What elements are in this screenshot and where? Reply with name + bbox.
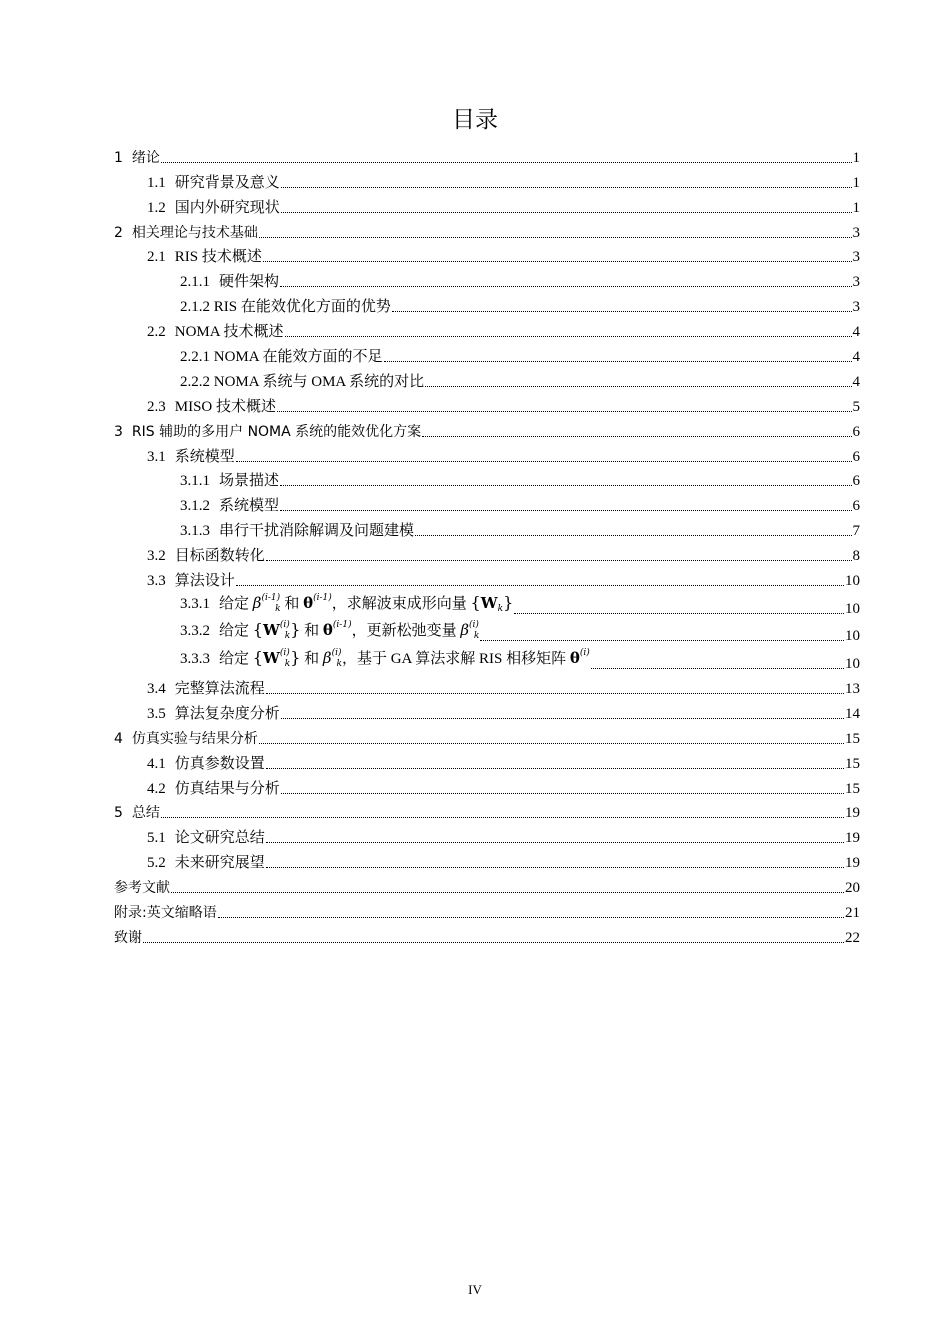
dot-leader (384, 361, 852, 362)
toc-page-number: 10 (845, 628, 860, 645)
math-w-set: $\{W_k\}$ (470, 592, 514, 614)
toc-entry-label: 参考文献 (114, 880, 170, 897)
toc-entry-label: 附录:英文缩略语 (114, 905, 217, 921)
toc-entry-label: 2.3 MISO 技术概述 (147, 398, 277, 415)
dot-leader (285, 336, 852, 337)
toc-page-number: 3 (852, 274, 860, 291)
toc-entry-label: 5.1 论文研究总结 (147, 830, 265, 847)
toc-page-number: 4 (852, 349, 860, 366)
toc-page-number: 1 (852, 149, 860, 166)
dot-leader (281, 718, 844, 719)
toc-page-number: 8 (852, 548, 860, 565)
dot-leader (161, 817, 844, 818)
toc-entry[interactable] (114, 618, 860, 646)
toc-entry[interactable] (114, 490, 860, 515)
toc-page-number: 6 (852, 473, 860, 490)
toc-entry[interactable] (114, 847, 860, 872)
toc-page-number: 6 (852, 448, 860, 465)
toc-page-number: 10 (845, 600, 860, 617)
toc-entry[interactable] (114, 441, 860, 466)
toc-entry[interactable] (114, 645, 860, 673)
math-theta-iter: $\theta^{(i)}$ (569, 648, 590, 668)
toc-entry-label: 3.1.2 系统模型 (180, 498, 280, 515)
toc-entry-label: 2.2 NOMA 技术概述 (147, 324, 284, 341)
toc-entry-label: 3.3.1 给定 $\beta^{(i-1)}_k$ 和 $\theta^{(i-1)}$，求解波束成形向量 $\{W_k\}$ (180, 592, 514, 614)
toc-page-number: 1 (852, 174, 860, 191)
dot-leader (425, 386, 851, 387)
toc-page-number: 6 (852, 423, 860, 440)
toc-entry[interactable] (114, 798, 860, 823)
dot-leader (280, 510, 851, 511)
toc-page-number: 6 (852, 498, 860, 515)
toc-entry[interactable] (114, 872, 860, 897)
toc-page-number: 15 (845, 755, 860, 772)
dot-leader (171, 892, 844, 893)
math-w-set-iter: $\{W^{(i)}_k\}$ (252, 620, 301, 642)
dot-leader (236, 461, 852, 462)
toc-entry-label: 4 仿真实验与结果分析 (114, 730, 258, 747)
toc-page-number: 10 (845, 573, 860, 590)
toc-page-number: 13 (845, 680, 860, 697)
toc-page-number: 15 (845, 780, 860, 797)
toc-entry-label: 3 RIS 辅助的多用户 NOMA 系统的能效优化方案 (114, 423, 422, 440)
toc-entry-label: 5.2 未来研究展望 (147, 855, 265, 872)
toc-page-number: 21 (845, 905, 860, 921)
dot-leader (422, 436, 851, 437)
dot-leader (280, 286, 851, 287)
toc-entry[interactable] (114, 416, 860, 441)
toc-entry-label: 1.2 国内外研究现状 (147, 199, 280, 216)
toc-page-number: 22 (845, 929, 860, 946)
toc-page-number: 3 (852, 224, 860, 241)
dot-leader (259, 743, 844, 744)
dot-leader (281, 187, 852, 188)
toc-entry-label: 3.5 算法复杂度分析 (147, 705, 280, 722)
toc-entry-label: 2.1.2 RIS 在能效优化方面的优势 (180, 299, 391, 316)
dot-leader (218, 917, 844, 918)
toc-entry[interactable] (114, 822, 860, 847)
toc-page-number: 20 (845, 880, 860, 897)
math-beta-iter: $\beta^{(i)}_k$ (460, 620, 480, 642)
toc-page-number: 1 (852, 199, 860, 216)
toc-page-number: 19 (845, 805, 860, 822)
dot-leader (514, 613, 844, 614)
toc-entry[interactable] (114, 142, 860, 167)
toc-entry-label: 2.1.1 硬件架构 (180, 274, 280, 291)
toc-entry-label: 1 绪论 (114, 149, 160, 166)
dot-leader (266, 768, 844, 769)
toc-entry[interactable] (114, 748, 860, 773)
toc-entry[interactable] (114, 723, 860, 748)
toc-entry[interactable] (114, 266, 860, 291)
toc-page-number: 3 (852, 249, 860, 266)
toc-entry[interactable] (114, 242, 860, 267)
toc-entry[interactable] (114, 291, 860, 316)
toc-page-number: 10 (845, 656, 860, 673)
toc-entry[interactable] (114, 316, 860, 341)
dot-leader (591, 668, 844, 669)
toc-entry[interactable] (114, 922, 860, 947)
toc-page-number: 19 (845, 855, 860, 872)
toc-entry[interactable] (114, 673, 860, 698)
toc-entry-label: 3.4 完整算法流程 (147, 680, 265, 697)
toc-page-number: 4 (852, 324, 860, 341)
dot-leader (266, 560, 852, 561)
math-beta-iter: $\beta^{(i)}_k$ (322, 648, 342, 670)
toc-page-number: 14 (845, 705, 860, 722)
toc-entry[interactable] (114, 466, 860, 491)
toc-entry-label: 2.2.1 NOMA 在能效方面的不足 (180, 349, 383, 366)
toc-entry[interactable] (114, 590, 860, 618)
dot-leader (143, 942, 844, 943)
toc-entry[interactable] (114, 366, 860, 391)
toc-entry-label: 3.3 算法设计 (147, 573, 235, 590)
toc-entry-label: 2.2.2 NOMA 系统与 OMA 系统的对比 (180, 373, 425, 390)
toc-entry-label: 2.1 RIS 技术概述 (147, 249, 262, 266)
dot-leader (259, 237, 852, 238)
toc-entry-label: 3.1 系统模型 (147, 448, 235, 465)
math-theta-prev: $\theta^{(i-1)}$ (322, 620, 352, 640)
toc-page-number: 15 (845, 730, 860, 747)
dot-leader (392, 311, 852, 312)
toc-entry-label: 5 总结 (114, 805, 160, 822)
toc-page-number: 7 (852, 523, 860, 540)
toc-entry[interactable] (114, 565, 860, 590)
toc-page-number: 3 (852, 299, 860, 316)
toc-title: 目录 (452, 107, 498, 133)
toc-entry[interactable] (114, 167, 860, 192)
toc-entry[interactable] (114, 897, 860, 922)
dot-leader (277, 411, 851, 412)
toc-entry-label: 4.1 仿真参数设置 (147, 755, 265, 772)
toc-entry-label: 3.1.1 场景描述 (180, 473, 280, 490)
dot-leader (280, 485, 851, 486)
dot-leader (161, 162, 852, 163)
dot-leader (281, 212, 852, 213)
dot-leader (236, 585, 844, 586)
toc-page-number: 19 (845, 830, 860, 847)
math-w-set-iter: $\{W^{(i)}_k\}$ (252, 648, 301, 670)
dot-leader (263, 261, 852, 262)
toc-entry-label: 4.2 仿真结果与分析 (147, 780, 280, 797)
dot-leader (266, 693, 844, 694)
math-beta-prev: $\beta^{(i-1)}_k$ (252, 592, 281, 614)
toc-entry-label: 1.1 研究背景及意义 (147, 174, 280, 191)
page-number-footer: IV (468, 1282, 482, 1297)
toc-entry-label: 3.2 目标函数转化 (147, 548, 265, 565)
toc-entry-label: 3.3.3 给定 $\{W^{(i)}_k\}$ 和 $\beta^{(i)}_k$，基于 GA 算法求解 RIS 相移矩阵 $\theta^{(i)}$ (180, 648, 590, 670)
toc-entry-label: 3.3.2 给定 $\{W^{(i)}_k\}$ 和 $\theta^{(i-1)}$，更新松弛变量 $\beta^{(i)}_k$ (180, 620, 480, 642)
dot-leader (266, 842, 844, 843)
toc-entry[interactable] (114, 341, 860, 366)
table-of-contents (114, 142, 860, 947)
math-theta-prev: $\theta^{(i-1)}$ (303, 592, 332, 612)
toc-entry[interactable] (114, 698, 860, 723)
toc-entry-label: 致谢 (114, 929, 142, 946)
toc-page-number: 5 (852, 398, 860, 415)
dot-leader (266, 867, 844, 868)
toc-page-number: 4 (852, 373, 860, 390)
toc-entry[interactable] (114, 192, 860, 217)
toc-entry-label: 2 相关理论与技术基础 (114, 224, 258, 241)
toc-entry[interactable] (114, 391, 860, 416)
toc-entry-label: 3.1.3 串行干扰消除解调及问题建模 (180, 523, 415, 540)
dot-leader (415, 535, 851, 536)
toc-entry[interactable] (114, 217, 860, 242)
toc-entry[interactable] (114, 773, 860, 798)
dot-leader (480, 640, 844, 641)
toc-entry[interactable] (114, 515, 860, 540)
dot-leader (281, 793, 844, 794)
toc-entry[interactable] (114, 540, 860, 565)
